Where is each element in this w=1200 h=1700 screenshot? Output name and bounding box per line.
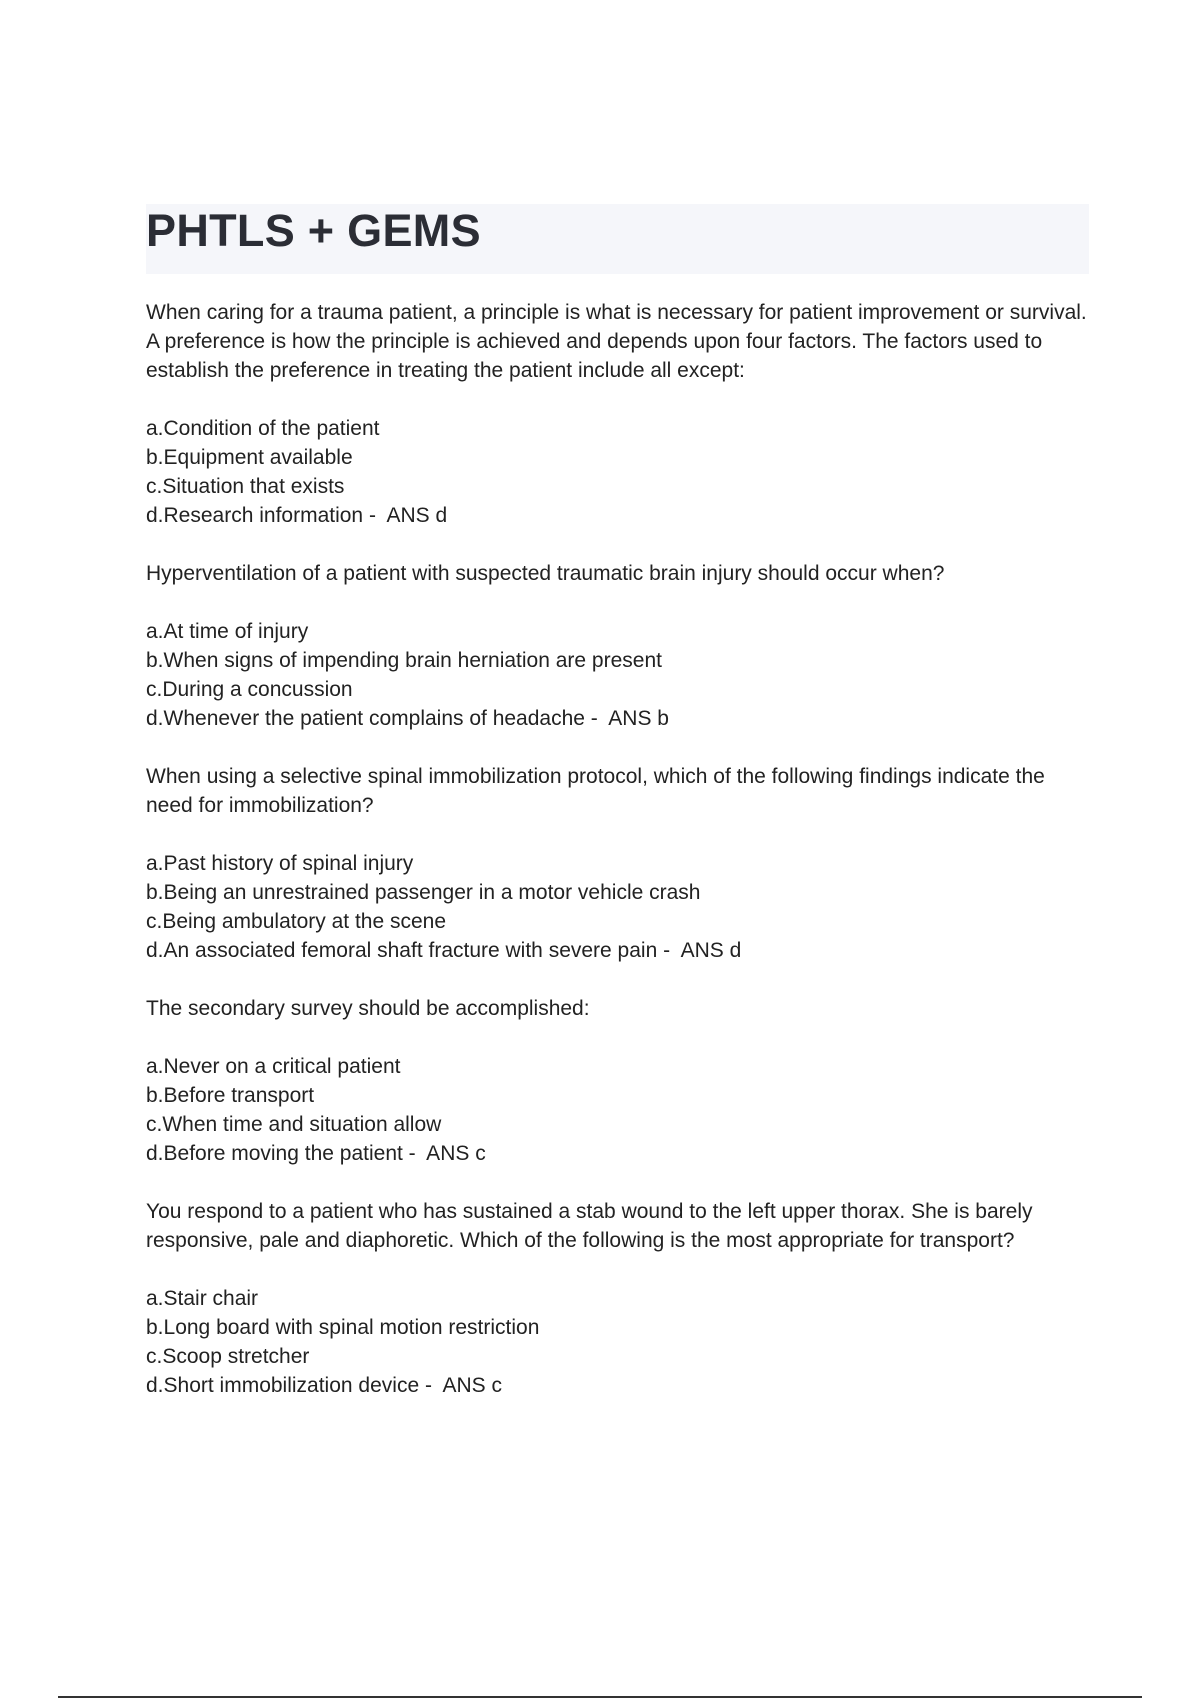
option-a: a.Stair chair <box>146 1287 259 1310</box>
question-list <box>146 298 1096 1429</box>
option-a: a.Condition of the patient <box>146 417 380 440</box>
option-list <box>146 414 1096 530</box>
option-list <box>146 849 1096 965</box>
option-a: a.Never on a critical patient <box>146 1055 401 1078</box>
option-c: c.Situation that exists <box>146 475 345 498</box>
option-b: b.Being an unrestrained passenger in a motor vehicle crash <box>146 881 701 904</box>
option-a: a.Past history of spinal injury <box>146 852 414 875</box>
question-text: You respond to a patient who has sustained a stab wound to the left upper thorax. She is barely responsive, pale and diaphoretic. Which of the following is the most appropriate for transport? <box>146 1200 1033 1252</box>
option-a: a.At time of injury <box>146 620 309 643</box>
question-text: The secondary survey should be accomplished: <box>146 997 590 1020</box>
question-text: Hyperventilation of a patient with suspected traumatic brain injury should occur when? <box>146 562 945 585</box>
answer-key: - ANS b <box>584 707 669 730</box>
option-d <box>146 1371 1096 1400</box>
document-title: PHTLS + GEMS <box>146 205 481 256</box>
option-d-text: d.An associated femoral shaft fracture with severe pain <box>146 939 658 962</box>
option-b: b.When signs of impending brain herniation are present <box>146 649 662 672</box>
option-d <box>146 1139 1096 1168</box>
option-list <box>146 1284 1096 1400</box>
option-d-text: d.Research information <box>146 504 364 527</box>
question-block-4 <box>146 994 1096 1168</box>
question-block-1 <box>146 298 1096 530</box>
answer-key: - ANS d <box>363 504 448 527</box>
option-d-text: d.Whenever the patient complains of headache <box>146 707 585 730</box>
option-c: c.When time and situation allow <box>146 1113 442 1136</box>
question-text: When using a selective spinal immobilization protocol, which of the following findings indicate the need for immobilization? <box>146 765 1045 817</box>
option-d <box>146 704 1096 733</box>
option-d <box>146 936 1096 965</box>
option-c: c.During a concussion <box>146 678 353 701</box>
option-c: c.Scoop stretcher <box>146 1345 310 1368</box>
question-block-2 <box>146 559 1096 733</box>
option-b: b.Long board with spinal motion restriction <box>146 1316 540 1339</box>
answer-key: - ANS c <box>402 1142 486 1165</box>
option-b: b.Before transport <box>146 1084 315 1107</box>
question-text: When caring for a trauma patient, a principle is what is necessary for patient improvement or survival. A preference is how the principle is achieved and depends upon four factors. The factors used to establish the preference in treating the patient include all except: <box>146 301 1087 382</box>
footer-divider <box>58 1696 1142 1698</box>
option-list <box>146 617 1096 733</box>
option-d-text: d.Short immobilization device <box>146 1374 420 1397</box>
option-c: c.Being ambulatory at the scene <box>146 910 447 933</box>
answer-key: - ANS d <box>657 939 742 962</box>
question-block-3 <box>146 762 1096 965</box>
option-b: b.Equipment available <box>146 446 353 469</box>
option-d-text: d.Before moving the patient <box>146 1142 403 1165</box>
option-list <box>146 1052 1096 1168</box>
answer-key: - ANS c <box>419 1374 502 1397</box>
question-block-5 <box>146 1197 1096 1400</box>
option-d <box>146 501 1096 530</box>
